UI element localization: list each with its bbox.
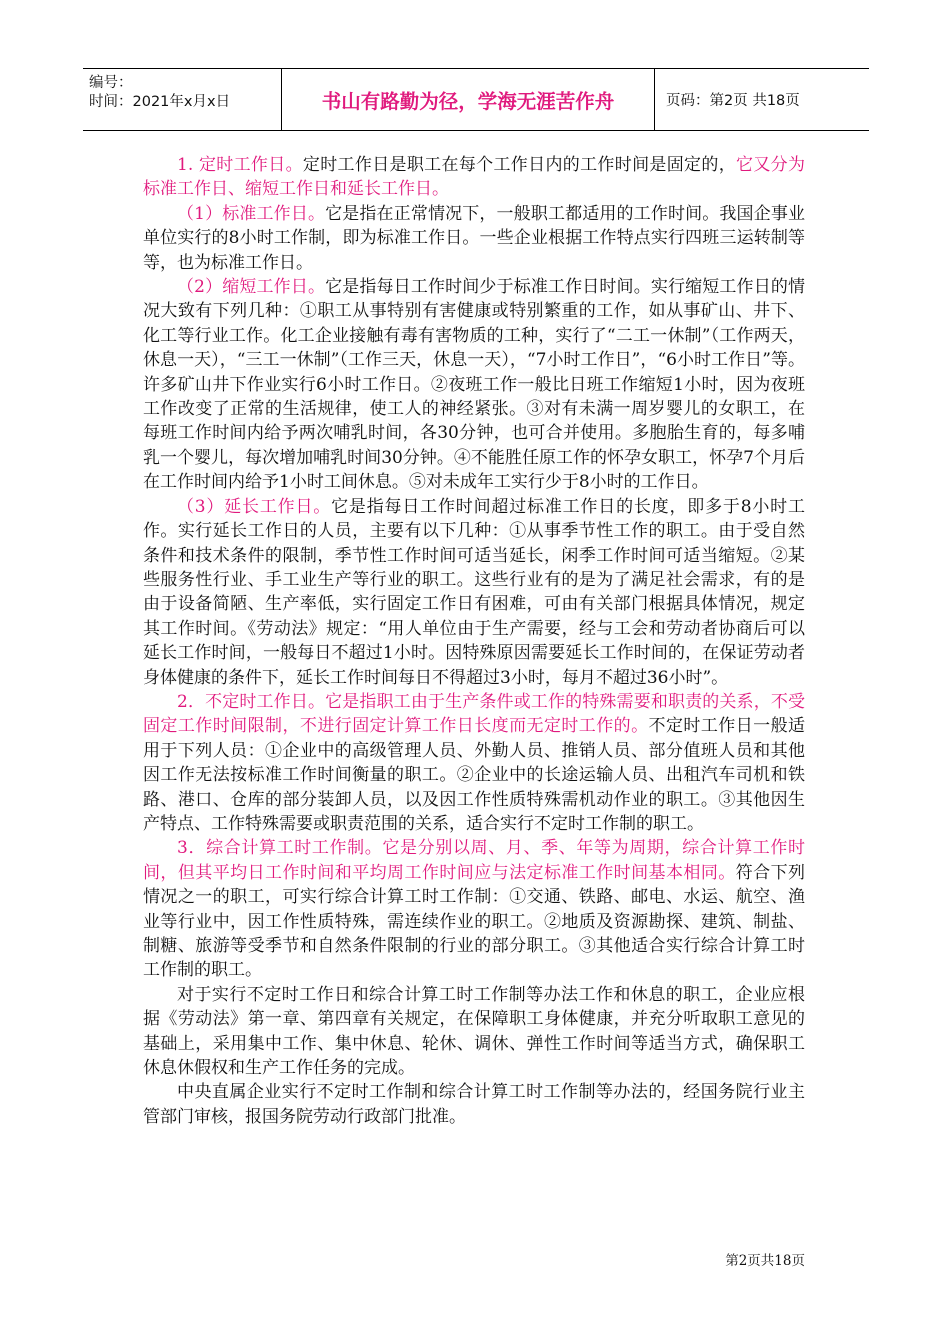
page-footer: 第2页共18页	[725, 1253, 805, 1269]
paragraph-text: 中央直属企业实行不定时工作制和综合计算工时工作制等办法的，经国务院行业主管部门审核，报国务院劳动行政部门批准。	[143, 1082, 805, 1127]
paragraph	[143, 202, 805, 275]
paragraph	[143, 983, 805, 1081]
header-page-info: 页码：第2页 共18页	[666, 93, 800, 109]
paragraph	[143, 1080, 805, 1129]
header-motto: 书山有路勤为径，学海无涯苦作舟	[281, 69, 655, 130]
paragraph-heading: （1）标准工作日。	[177, 203, 326, 224]
paragraph-text: 它是指在正常情况下，一般职工都适用的工作时间。我国企事业单位实行的8小时工作制，即为标准工作日。一些企业根据工作特点实行四班三运转制等等，也为标准工作日。	[143, 203, 805, 273]
document-body	[143, 153, 805, 1129]
header-meta	[83, 69, 281, 130]
paragraph-text: 定时工作日是职工在每个工作日内的工作时间是固定的，	[302, 155, 737, 175]
date-label: 时间：2021年x月x日	[89, 94, 231, 110]
page-header	[83, 68, 869, 131]
paragraph-highlight: 它又分为标准工作日、缩短工作日和延长工作日。	[143, 155, 806, 200]
paragraph	[143, 153, 805, 202]
paragraph-heading: 1. 定时工作日。	[177, 155, 303, 175]
paragraph-text: 它是指每日工作时间少于标准工作日时间。实行缩短工作日的情况大致有下列几种：①职工从事特别有害健康或特别繁重的工作，如从事矿山、井下、化工等行业工作。化工企业接触有毒有害物质的工种，实行了“二工一休制”（工作两天，休息一天），“三工一休制”（工作三天，休息一天），“7小时工作日”，“6小时工作日”等。许多矿山井下作业实行6小时工作日。②夜班工作一般比日班工作缩短1小时，因为夜班工作改变了正常的生活规律，使工人的神经紧张。③对有未满一周岁婴儿的女职工，在每班工作时间内给予两次哺乳时间，各30分钟，也可合并使用。多胞胎生育的，每多哺乳一个婴儿，每次增加哺乳时间30分钟。④不能胜任原工作的怀孕女职工，怀孕7个月后在工作时间内给予1小时工间休息。⑤对未成年工实行少于8小时的工作日。	[143, 277, 805, 493]
paragraph	[143, 836, 805, 982]
paragraph-heading: （2）缩短工作日。	[177, 277, 326, 298]
paragraph-text: 它是指每日工作时间超过标准工作日的长度，即多于8小时工作。实行延长工作日的人员，主要有以下几种：①从事季节性工作的职工。由于受自然条件和技术条件的限制，季节性工作时间可适当延长，闲季工作时间可适当缩短。②某些服务性行业、手工业生产等行业的职工。这些行业有的是为了满足社会需求，有的是由于设备简陋、生产率低，实行固定工作日有困难，可由有关部门根据具体情况，规定其工作时间。《劳动法》规定：“用人单位由于生产需要，经与工会和劳动者协商后可以延长工作时间，一般每日不超过1小时。因特殊原因需要延长工作时间的，在保证劳动者身体健康的条件下，延长工作时间每日不得超过3小时，每月不超过36小时”。	[143, 496, 805, 688]
paragraph-text: 不定时工作日一般适用于下列人员：①企业中的高级管理人员、外勤人员、推销人员、部分值班人员和其他因工作无法按标准工作时间衡量的职工。②企业中的长途运输人员、出租汽车司机和铁路、港口、仓库的部分装卸人员，以及因工作性质特殊需机动作业的职工。③其他因生产特点、工作特殊需要或职责范围的关系，适合实行不定时工作制的职工。	[143, 716, 806, 834]
paragraph	[143, 690, 805, 836]
paragraph-text: 符合下列情况之一的职工，可实行综合计算工时工作制：①交通、铁路、邮电、水运、航空、渔业等行业中，因工作性质特殊，需连续作业的职工。②地质及资源勘探、建筑、制盐、制糖、旅游等受季节和自然条件限制的行业的部分职工。③其他适合实行综合计算工时工作制的职工。	[143, 862, 806, 981]
paragraph-heading: 2．不定时工作日。它是指职工由于生产条件或工作的特殊需要和职责的关系，不受固定工作时间限制，不进行固定计算工作日长度而无定时工作的。	[143, 691, 805, 737]
paragraph-heading: 3．综合计算工时工作制。它是分别以周、月、季、年等为周期，综合计算工作时间，但其平均日工作时间和平均周工作时间应与法定标准工作时间基本相同。	[143, 838, 805, 883]
paragraph	[143, 495, 805, 690]
paragraph	[143, 275, 805, 495]
code-label: 编号：	[89, 75, 133, 91]
paragraph-text: 对于实行不定时工作日和综合计算工时工作制等办法工作和休息的职工，企业应根据《劳动法》第一章、第四章有关规定，在保障职工身体健康，并充分听取职工意见的基础上，采用集中工作、集中休息、轮休、调休、弹性工作时间等适当方式，确保职工休息休假权和生产工作任务的完成。	[143, 984, 805, 1079]
paragraph-heading: （3）延长工作日。	[177, 496, 332, 517]
